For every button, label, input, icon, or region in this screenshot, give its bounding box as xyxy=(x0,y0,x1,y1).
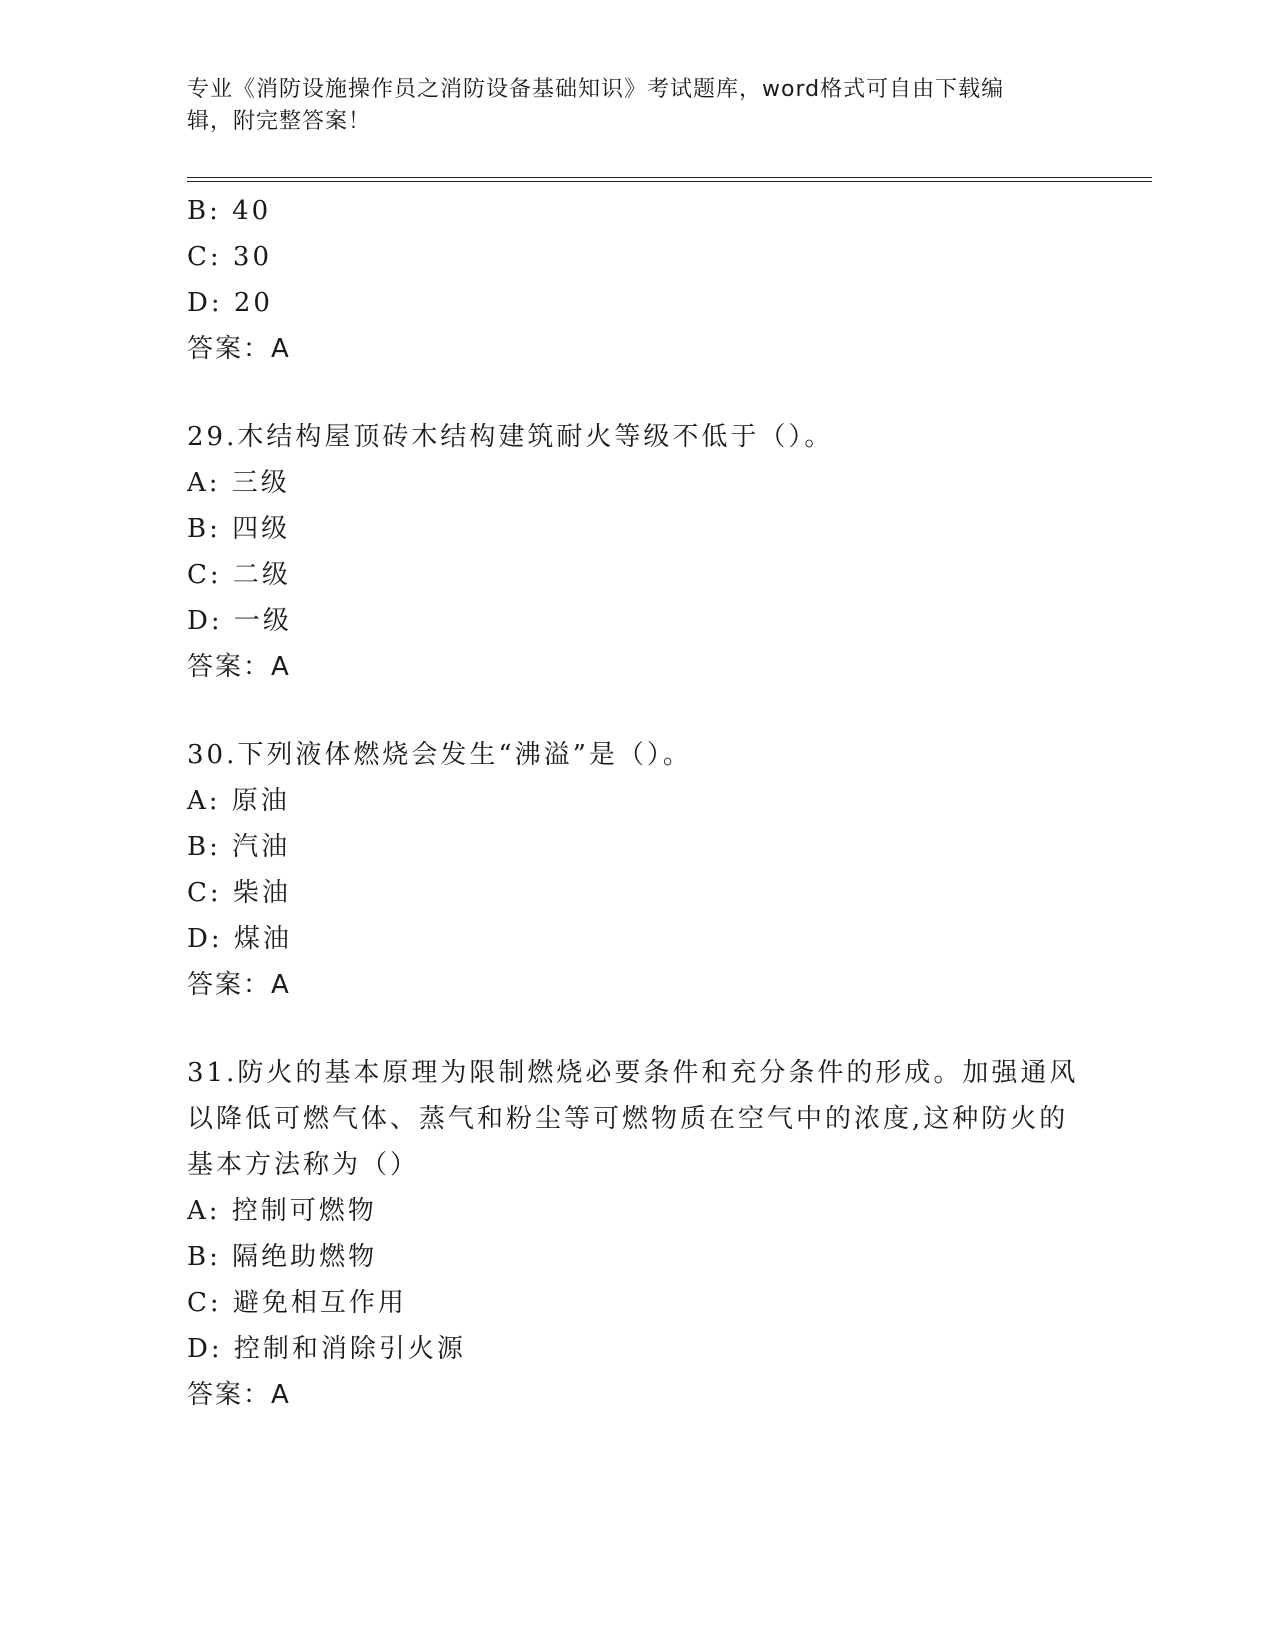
option-b: B: 40 xyxy=(187,196,272,226)
option-d: D: 控制和消除引火源 xyxy=(187,1334,466,1364)
spacer xyxy=(187,690,1087,732)
option-c: C: 30 xyxy=(187,242,273,272)
question-29 xyxy=(187,414,1087,690)
question-text-line-3: 基本方法称为（） xyxy=(187,1150,420,1180)
spacer xyxy=(187,1008,1087,1050)
option-c: C: 二级 xyxy=(187,560,291,590)
header-line-1: 专业《消防设施操作员之消防设备基础知识》考试题库，word格式可自由下载编 xyxy=(187,77,1005,102)
option-c: C: 避免相互作用 xyxy=(187,1288,407,1318)
option-a: A: 控制可燃物 xyxy=(187,1196,377,1226)
question-31 xyxy=(187,1050,1087,1418)
question-text-line-2: 以降低可燃气体、蒸气和粉尘等可燃物质在空气中的浓度,这种防火的 xyxy=(187,1104,1069,1134)
option-d: D: 20 xyxy=(187,288,273,318)
option-a: A: 三级 xyxy=(187,468,290,498)
question-30 xyxy=(187,732,1087,1008)
header-rule-bottom xyxy=(187,181,1152,182)
question-text-line-1: 31.防火的基本原理为限制燃烧必要条件和充分条件的形成。加强通风 xyxy=(187,1058,1079,1088)
answer: 答案：A xyxy=(187,334,291,364)
question-text: 29.木结构屋顶砖木结构建筑耐火等级不低于（）。 xyxy=(187,422,834,452)
option-d: D: 一级 xyxy=(187,606,292,636)
option-d: D: 煤油 xyxy=(187,924,292,954)
answer: 答案：A xyxy=(187,1380,291,1410)
header-rule-top xyxy=(187,177,1152,178)
page-header xyxy=(187,74,1067,138)
option-b: B: 汽油 xyxy=(187,832,291,862)
option-b: B: 四级 xyxy=(187,514,291,544)
answer: 答案：A xyxy=(187,970,291,1000)
option-b: B: 隔绝助燃物 xyxy=(187,1242,378,1272)
question-28 xyxy=(187,188,1087,372)
spacer xyxy=(187,372,1087,414)
answer: 答案：A xyxy=(187,652,291,682)
header-line-2: 辑，附完整答案！ xyxy=(187,109,372,134)
question-text: 30.下列液体燃烧会发生“沸溢”是（）。 xyxy=(187,740,692,770)
option-a: A: 原油 xyxy=(187,786,290,816)
question-list xyxy=(187,188,1087,1418)
option-c: C: 柴油 xyxy=(187,878,291,908)
